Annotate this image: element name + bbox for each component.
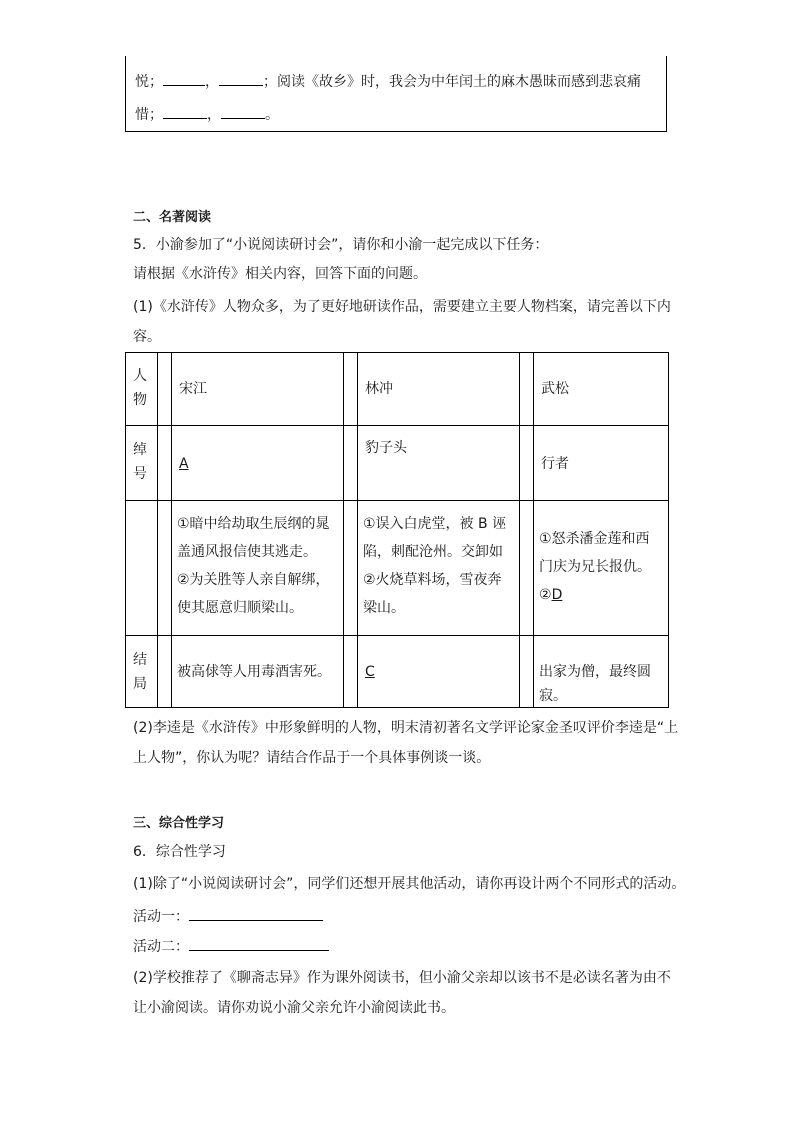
fill-blank[interactable] [163, 104, 207, 119]
row-label-nickname: 绰 号 [133, 442, 147, 482]
ending-songjiang: 被高俅等人用毒酒害死。 [177, 664, 331, 680]
activity-1-blank[interactable] [189, 906, 323, 921]
instruction: 请根据《水浒传》相关内容，回答下面的问题。 [133, 266, 427, 282]
sub-question-2: (2)李逵是《水浒传》中形象鲜明的人物，明末清初著名文学评论家金圣叹评价李逵是“上 [133, 720, 679, 736]
ending-blank-c[interactable]: C [365, 664, 375, 680]
fill-blank[interactable] [221, 104, 265, 119]
person-wusong: 武松 [541, 381, 569, 397]
question-6: 6．综合性学习 [133, 844, 226, 860]
text: ， [205, 74, 219, 90]
text: 。 [265, 107, 279, 123]
deeds-wusong: ①怒杀潘金莲和西 门庆为兄长报仇。 ②D [539, 531, 651, 603]
nickname-linchong: 豹子头 [365, 440, 407, 456]
activity-2-blank[interactable] [189, 936, 329, 951]
fill-blank[interactable] [219, 71, 263, 86]
top-box-line-2 [135, 104, 279, 125]
deeds-linchong: ①误入白虎堂，被 B 诬 陷，刺配沧州。交卸如 ②火烧草料场，雪夜奔 梁山。 [363, 516, 507, 616]
question-5: 5．小渝参加了“小说阅读研讨会”，请你和小渝一起完成以下任务： [133, 237, 549, 253]
text: ， [207, 107, 221, 123]
row-label-ending: 结 局 [133, 652, 147, 692]
character-table [125, 352, 669, 708]
deeds-songjiang: ①暗中给劫取生辰纲的晁 盖通风报信使其逃走。 ②为关胜等人亲自解绑， 使其愿意归顺梁山。 [177, 516, 330, 616]
activity-question: (1)除了“小说阅读研讨会”，同学们还想开展其他活动，请你再设计两个不同形式的活动。 [133, 876, 686, 892]
person-linchong: 林冲 [365, 381, 393, 397]
activity-2-label: 活动二： [133, 939, 189, 955]
section-heading: 二、名著阅读 [133, 210, 212, 225]
nickname-blank-a[interactable]: A [179, 456, 189, 472]
person-songjiang: 宋江 [179, 381, 207, 397]
row-label-person: 人 物 [133, 368, 147, 408]
activity-1-label: 活动一： [133, 909, 189, 925]
ending-wusong: 出家为僧，最终圆寂。 [539, 664, 651, 704]
section-heading: 三、综合性学习 [133, 816, 225, 831]
persuade-question-cont: 让小渝阅读。请你劝说小渝父亲允许小渝阅读此书。 [133, 1000, 455, 1016]
text: ；阅读《故乡》时，我会为中年闰土的麻木愚昧而感到悲哀痛 [263, 74, 641, 90]
persuade-question: (2)学校推荐了《聊斋志异》作为课外阅读书，但小渝父亲却以该书不是必读名著为由不 [133, 970, 671, 986]
activity-2-row [133, 936, 329, 957]
deeds-blank-d[interactable]: D [551, 587, 563, 603]
sub-question-2-cont: 上人物”，你认为呢？请结合作品于一个具体事例谈一谈。 [133, 750, 491, 766]
fill-blank[interactable] [163, 71, 205, 86]
sub-question-1: (1)《水浒传》人物众多，为了更好地研读作品，需要建立主要人物档案，请完善以下内 [133, 299, 671, 315]
top-box-line-1 [135, 71, 641, 92]
activity-1-row [133, 906, 323, 927]
text: 悦； [135, 74, 163, 90]
nickname-wusong: 行者 [541, 456, 569, 472]
sub-question-1-cont: 容。 [133, 329, 161, 345]
text: 惜； [135, 107, 163, 123]
